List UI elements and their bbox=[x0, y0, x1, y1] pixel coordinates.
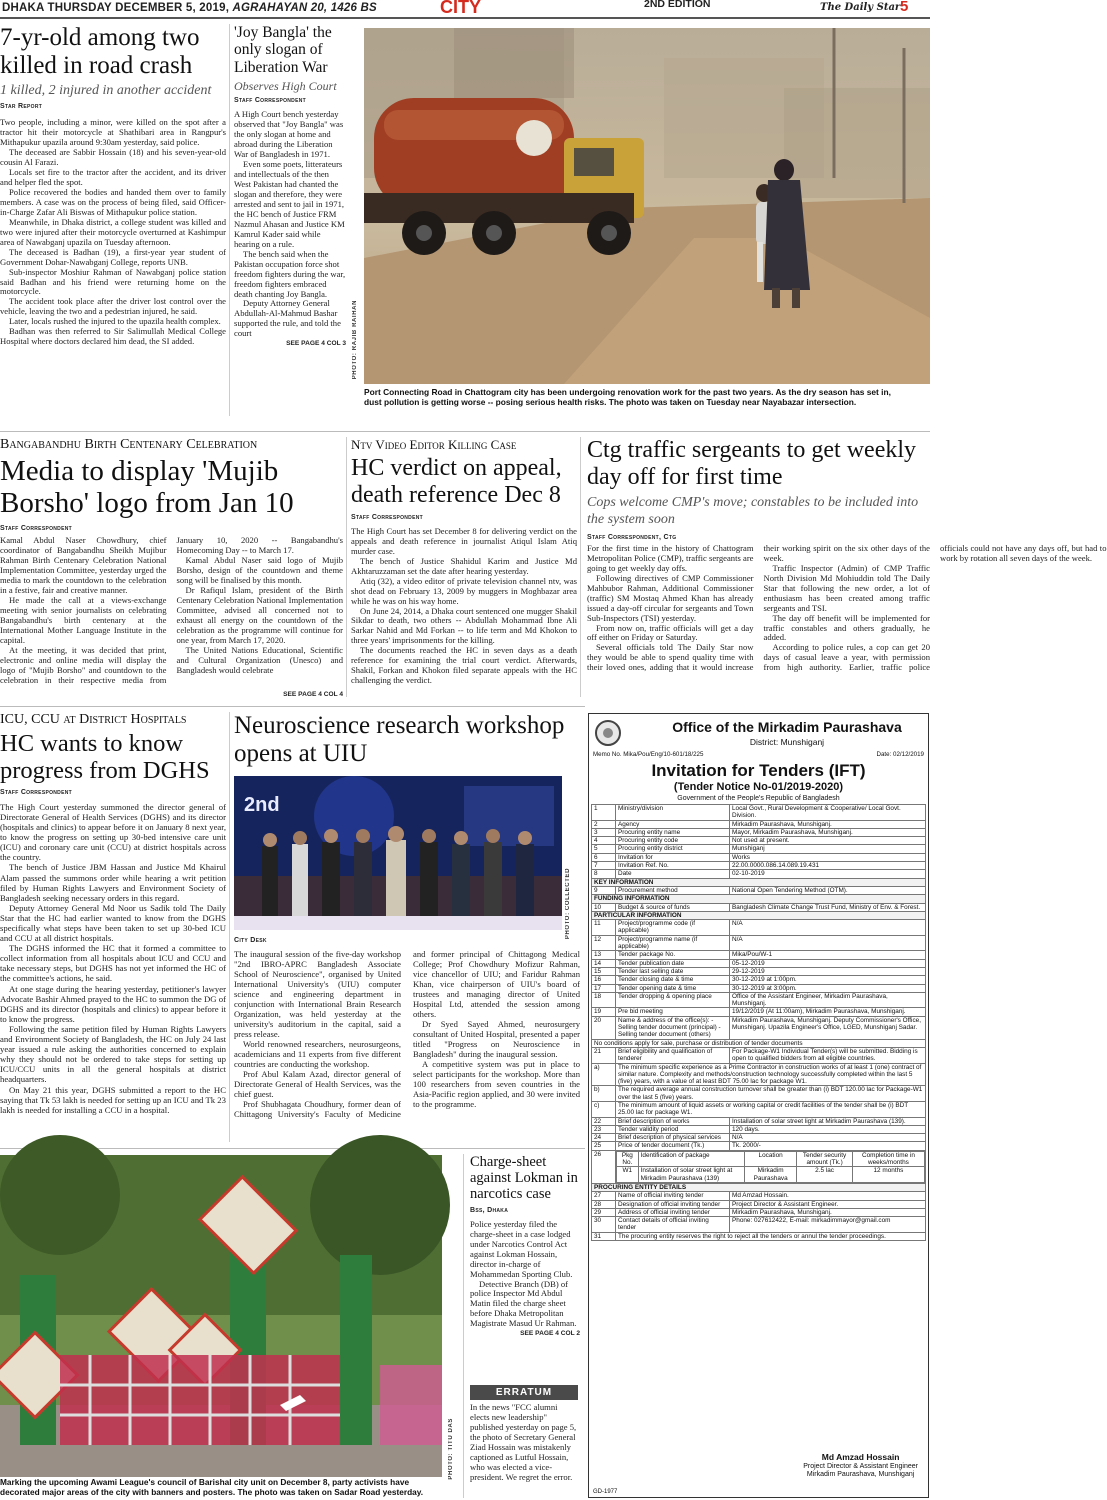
table-row bbox=[592, 1232, 926, 1240]
table-cell: National Open Tendering Method (OTM). bbox=[730, 886, 926, 894]
table-cell: Project/programme code (if applicable) bbox=[616, 920, 730, 936]
table-cell: 10 bbox=[592, 903, 616, 911]
table-cell: 27 bbox=[592, 1192, 616, 1200]
table-row bbox=[592, 935, 926, 951]
byline: City Desk bbox=[234, 937, 267, 944]
table-cell: 18 bbox=[592, 992, 616, 1008]
headline: Charge-sheet against Lokman in narcotics case bbox=[470, 1154, 578, 1203]
table-cell: The minimum amount of liquid assets or working capital or credit facilities of the tender shall be (i) BDT 25.00 lac for package W1. bbox=[616, 1101, 926, 1117]
story-icu-ccu bbox=[0, 712, 226, 1115]
table-row bbox=[592, 1192, 926, 1200]
paragraph: According to police rules, a cop can get 20 days of casual leave a year, with permission from high authority. Earlier, traffic police officials could not have any days off, but had to work by rotation all seven days of the week. bbox=[763, 542, 1107, 673]
paragraph: Deputy Attorney General Abdullah-Al-Mahmud Bashar supported the rule, and told the court bbox=[234, 298, 341, 339]
table-cell: 120 days. bbox=[730, 1125, 926, 1133]
table-cell: Tk. 2000/- bbox=[730, 1142, 926, 1150]
table-cell: a) bbox=[592, 1063, 616, 1086]
table-cell: Address of official inviting tender bbox=[616, 1208, 730, 1216]
table-cell: Mika/Pou/W-1 bbox=[730, 951, 926, 959]
table-cell: 30 bbox=[592, 1217, 616, 1233]
table-cell: Pre bid meeting bbox=[616, 1008, 730, 1016]
table-cell: 9 bbox=[592, 886, 616, 894]
paragraph: Following the same petition filed by Human Rights Lawyers and Environment Society of Bangladesh, the HC on July 24 last year issued a rule asking the authorities concerned to explain why they should not be ordered to take steps for setting up ICU/CCU units in all the general hospitals at district headquarters. bbox=[0, 1023, 226, 1085]
table-cell: Tender last selling date bbox=[616, 967, 730, 975]
article-body bbox=[0, 802, 226, 1115]
erratum-text bbox=[470, 1403, 578, 1483]
headline: HC verdict on appeal, death reference Dec 8 bbox=[351, 455, 562, 508]
package-cell: W1 bbox=[617, 1167, 639, 1183]
table-row bbox=[592, 976, 926, 984]
table-row bbox=[592, 1086, 926, 1102]
table-cell: 22.00.0000.086.14.089.19.431 bbox=[730, 862, 926, 870]
package-cell: Location bbox=[744, 1151, 796, 1167]
signatory-title: Project Director & Assistant Engineer bbox=[803, 1462, 918, 1470]
article-body bbox=[351, 527, 577, 687]
table-cell: 15 bbox=[592, 967, 616, 975]
table-cell: The procuring entity reserves the right to reject all the tenders or annul the tender proceedings. bbox=[616, 1232, 926, 1240]
article-body bbox=[234, 110, 346, 339]
table-cell: PROCURING ENTITY DETAILS bbox=[592, 1183, 926, 1191]
table-cell: 21 bbox=[592, 1047, 616, 1063]
table-row bbox=[592, 805, 926, 821]
dusty-road-image bbox=[364, 28, 930, 384]
column-rule bbox=[580, 437, 581, 697]
table-cell: Not used at present. bbox=[730, 837, 926, 845]
table-cell: 25 bbox=[592, 1142, 616, 1150]
table-cell: 13 bbox=[592, 951, 616, 959]
table-row bbox=[592, 1008, 926, 1016]
paragraph: The High Court has set December 8 for delivering verdict on the appeals and death reference in journalist Atiqul Islam Atiq murder case. bbox=[351, 525, 577, 556]
table-cell: The required average annual construction turnover shall be greater than (i) BDT 120.00 lac for Package-W1 over the last 5 (five) years. bbox=[616, 1086, 926, 1102]
table-row bbox=[592, 992, 926, 1008]
package-cell: Tender security amount (Tk.) bbox=[797, 1151, 853, 1167]
paragraph: The DGHS informed the HC that it formed a committee to collect information from all hospitals about ICU and CCU and take necessary steps, but DGHS has not yet informed the HC of the committee's actions, he said. bbox=[0, 943, 226, 984]
package-row bbox=[617, 1167, 925, 1183]
table-cell: Ministry/division bbox=[616, 805, 730, 821]
table-row bbox=[592, 1125, 926, 1133]
paragraph: Dr Rafiqul Islam, president of the Birth Centenary Celebration National Implementation Committee, advised all concerned not to exhaust all energy on the countdown of the celebration as the programme will continue for one year, from March 17, 2020. bbox=[176, 584, 343, 645]
table-cell: Installation of solar street light at Mirkadim Paurashava (139). bbox=[730, 1117, 926, 1125]
continued-note: SEE PAGE 4 COL 3 bbox=[286, 340, 346, 348]
workshop-stage-image bbox=[234, 776, 562, 930]
tender-date: Date: 02/12/2019 bbox=[876, 751, 924, 758]
table-cell: 16 bbox=[592, 976, 616, 984]
headline: Media to display 'Mujib Borsho' logo from Jan 10 bbox=[0, 455, 294, 520]
table-cell: 29 bbox=[592, 1208, 616, 1216]
table-cell: 2 bbox=[592, 820, 616, 828]
table-cell: Tender package No. bbox=[616, 951, 730, 959]
table-cell: 19 bbox=[592, 1008, 616, 1016]
continued-note: SEE PAGE 4 COL 2 bbox=[520, 1330, 580, 1338]
story-mujib-borsho bbox=[0, 437, 343, 698]
table-row bbox=[592, 1183, 926, 1191]
paragraph: He made the call at a views-exchange meeting with senior journalists on celebrating Bangabandhu's birth centenary at the International Mother Language Institute in the capital. bbox=[0, 594, 167, 645]
table-row bbox=[592, 951, 926, 959]
masthead bbox=[0, 0, 930, 19]
story-neuroscience bbox=[234, 712, 580, 768]
package-cell: 12 months bbox=[852, 1167, 924, 1183]
paragraph: On May 21 this year, DGHS submitted a report to the HC saying that Tk 53 lakh is needed for setting up an ICU and Tk 23 lakh is needed for installing a CCU in a hospital. bbox=[0, 1084, 226, 1115]
table-cell: Tender opening date & time bbox=[616, 984, 730, 992]
paragraph: Locals set fire to the tractor after the accident, and its driver and helper fled the spot. bbox=[0, 166, 226, 187]
column-rule bbox=[229, 712, 230, 1142]
paragraph: Badhan was then referred to Sir Salimullah Medical College Hospital where doctors declared him dead, the SI added. bbox=[0, 326, 226, 347]
tender-title: Invitation for Tenders (IFT) bbox=[651, 761, 866, 780]
table-cell: Procuring entity district bbox=[616, 845, 730, 853]
story-atiq-verdict bbox=[351, 437, 577, 686]
paragraph: The accident took place after the driver lost control over the vehicle, leaving the two and a pedestrian injured, he said. bbox=[0, 296, 226, 317]
table-row bbox=[592, 1063, 926, 1086]
table-row bbox=[592, 959, 926, 967]
byline: Staff Correspondent bbox=[0, 524, 72, 532]
package-cell: 2.5 lac bbox=[797, 1167, 853, 1183]
table-cell: 3 bbox=[592, 828, 616, 836]
table-cell: 28 bbox=[592, 1200, 616, 1208]
byline: Staff Correspondent, Ctg bbox=[587, 533, 677, 541]
article-body bbox=[234, 950, 580, 1150]
table-cell: 14 bbox=[592, 959, 616, 967]
table-cell: No conditions apply for sale, purchase or distribution of tender documents bbox=[592, 1039, 926, 1047]
table-cell: N/A bbox=[730, 1134, 926, 1142]
section-rule bbox=[0, 431, 930, 432]
table-cell: PARTICULAR INFORMATION bbox=[592, 911, 926, 919]
table-row bbox=[592, 920, 926, 936]
kicker: Bangabandhu Birth Centenary Celebration bbox=[0, 437, 258, 452]
tender-memo: Memo No. Mika/Pou/Eng/10-601/18/225 bbox=[593, 751, 704, 758]
table-cell: Project/programme name (if applicable) bbox=[616, 935, 730, 951]
table-row bbox=[592, 967, 926, 975]
paragraph: Atiq (32), a video editor of private television channel ntv, was shot dead on February 13, 2009 by muggers in Moghbazar area while he was on his way home. bbox=[351, 575, 577, 606]
kicker: Ntv Video Editor Killing Case bbox=[351, 437, 517, 452]
table-cell: Bangladesh Climate Change Trust Fund, Ministry of Env. & Forest. bbox=[730, 903, 926, 911]
photo-caption: Port Connecting Road in Chattogram city has been undergoing renovation work for the past two years. As the dry season has set in, dust pollution is getting worse -- posing serious health risks. The photo was taken on Tuesday near Nayabazar intersection. bbox=[364, 387, 891, 408]
table-cell: Invitation for bbox=[616, 853, 730, 861]
paragraph: Traffic Inspector (Admin) of CMP Traffic North Division Md Mohiuddin told The Daily Star that following the new order, a lot of enthusiasm has been created among traffic sergeants and TSI. bbox=[763, 562, 930, 613]
byline: Bss, Dhaka bbox=[470, 1206, 509, 1214]
byline: Staff Correspondent bbox=[234, 97, 306, 105]
dateline: DHAKA THURSDAY DECEMBER 5, 2019, AGRAHAYAN 20, 1426 BS bbox=[2, 2, 377, 14]
article-body bbox=[0, 536, 343, 690]
package-cell: Installation of solar street light at Mirkadim Paurashava (139) bbox=[638, 1167, 744, 1183]
newspaper-logo: The Daily Star bbox=[820, 2, 901, 13]
table-cell: Md Amzad Hossain. bbox=[730, 1192, 926, 1200]
table-cell: 12 bbox=[592, 935, 616, 951]
table-row bbox=[592, 1117, 926, 1125]
deck: Cops welcome CMP's move; constables to be included into the system soon bbox=[587, 494, 919, 528]
table-row bbox=[592, 886, 926, 894]
table-row bbox=[592, 984, 926, 992]
table-row bbox=[592, 828, 926, 836]
table-cell: Procurement method bbox=[616, 886, 730, 894]
headline: HC wants to know progress from DGHS bbox=[0, 730, 210, 785]
paragraph: The High Court yesterday summoned the director general of Directorate General of Health Services (DGHS) and its director (hospitals and clinics) to appear before it on January 8 next year, to know the progress on setting up 30-bed intensive care unit (ICU) and coronary care unit (CCU) at district hospitals across the country. bbox=[0, 801, 226, 863]
byline: Star Report bbox=[0, 103, 43, 110]
table-cell: Phone: 027612422, E-mail: mirkadimmayor@gmail.com bbox=[730, 1217, 926, 1233]
stage-banner-text: 2nd bbox=[244, 794, 280, 816]
table-cell: Name & address of the office(s): -Selling tender document (principal) - Selling tender document (others) bbox=[616, 1016, 730, 1039]
kicker: ICU, CCU at District Hospitals bbox=[0, 712, 187, 727]
table-cell: 02-10-2019 bbox=[730, 870, 926, 878]
table-cell: 11 bbox=[592, 920, 616, 936]
paragraph: Deputy Attorney General Md Noor us Sadik told The Daily Star that the HC had earlier wanted to know from the DGHS specifically what steps have been taken to set up 30-bed ICU and CCU at all district hospitals. bbox=[0, 902, 226, 944]
package-cell: Identification of package bbox=[638, 1151, 744, 1167]
paragraph: Several officials told The Daily Star now they would be able to spend quality time with their loved ones, adding that it would increase their working spirit on the six other days of the week. bbox=[587, 542, 930, 673]
table-cell: FUNDING INFORMATION bbox=[592, 895, 926, 903]
paragraph: The deceased are Sabbir Hossain (18) and his seven-year-old cousin Al Farazi. bbox=[0, 146, 226, 167]
table-cell: 1 bbox=[592, 805, 616, 821]
edition-label: 2ND EDITION bbox=[644, 0, 711, 10]
table-cell: 23 bbox=[592, 1125, 616, 1133]
erratum-label: ERRATUM bbox=[470, 1385, 578, 1400]
table-cell: Tender publication date bbox=[616, 959, 730, 967]
table-cell: Office of the Assistant Engineer, Mirkadim Paurashava, Munshiganj. bbox=[730, 992, 926, 1008]
table-row bbox=[592, 862, 926, 870]
table-row bbox=[592, 895, 926, 903]
table-cell: N/A bbox=[730, 920, 926, 936]
table-cell: Local Govt., Rural Development & Cooperative/ Local Govt. Division. bbox=[730, 805, 926, 821]
column-rule bbox=[346, 437, 347, 697]
paragraph: A High Court bench yesterday observed that "Joy Bangla" was the only slogan at home and abroad during the Liberation War of Bangladesh in 1971. bbox=[234, 109, 344, 159]
tender-district: District: Munshiganj bbox=[749, 737, 825, 747]
table-row bbox=[592, 1142, 926, 1150]
headline: Ctg traffic sergeants to get weekly day off for first time bbox=[587, 437, 917, 490]
table-cell: Budget & source of funds bbox=[616, 903, 730, 911]
table-cell: Tender validity period bbox=[616, 1125, 730, 1133]
table-cell: Date bbox=[616, 870, 730, 878]
table-row bbox=[592, 853, 926, 861]
story-neuroscience-body bbox=[234, 937, 580, 1150]
table-row bbox=[592, 1217, 926, 1233]
table-cell: 8 bbox=[592, 870, 616, 878]
table-cell: The minimum specific experience as a Prime Contractor in construction works of at least 1 (one) contract of similar nature. Complexity and methods/construction technology successfully completed within the last 5 (five) years, with a value of at least BDT 75.00 lac for package W1. bbox=[616, 1063, 926, 1086]
table-row bbox=[592, 903, 926, 911]
table-cell: 6 bbox=[592, 853, 616, 861]
headline: Neuroscience research workshop opens at UIU bbox=[234, 712, 565, 767]
continued-note: SEE PAGE 4 COL 4 bbox=[283, 690, 343, 698]
photo-dusty-road bbox=[364, 28, 930, 384]
table-cell: Brief description of physical services bbox=[616, 1134, 730, 1142]
table-cell: 4 bbox=[592, 837, 616, 845]
tender-government: Government of the People's Republic of Bangladesh bbox=[677, 795, 840, 802]
table-cell: Tender dropping & opening place bbox=[616, 992, 730, 1008]
paragraph: World renowned researchers, neurosurgeons, academicians and 11 experts from five different countries are conducting the workshop. bbox=[234, 1038, 401, 1069]
table-row bbox=[592, 1039, 926, 1047]
paragraph: The bench of Justice JBM Hassan and Justice Md Khairul Alam passed the summons order while hearing a writ petition filed by Human Rights Lawyers and Environment Society of Bangladesh seeking necessary orders in this regard. bbox=[0, 862, 226, 903]
table-cell: Designation of official inviting tender bbox=[616, 1200, 730, 1208]
table-row bbox=[592, 911, 926, 919]
deck: 1 killed, 2 injured in another accident bbox=[0, 83, 212, 98]
paragraph: At one stage during the hearing yesterday, petitioner's lawyer Advocate Bashir Ahmed prayed to the HC to summon the DG of DGHS and its director (hospitals and clinics) to appear before it to know the progress. bbox=[0, 983, 226, 1024]
paragraph: From now on, traffic officials will get a day off either on Friday or Saturday. bbox=[587, 622, 754, 643]
tender-office: Office of the Mirkadim Paurashava bbox=[672, 719, 902, 735]
paragraph: Detective Branch (DB) of police Inspector Md Abdul Matin filed the charge sheet before Dhaka Metropolitan Magistrate Masud Ur Rahman. bbox=[470, 1278, 577, 1329]
table-cell: 30-12-2019 at 3:00pm. bbox=[730, 984, 926, 992]
column-rule bbox=[229, 24, 230, 416]
table-cell: N/A bbox=[730, 935, 926, 951]
paragraph: A competitive system was put in place to select participants for the workshop. More than 100 researchers from seven countries in the Asia-Pacific region applied, and 30 were invited to the programme. bbox=[413, 1058, 580, 1109]
paragraph: Kamal Abdul Naser said logo of Mujib Borsho, design of the countdown and theme song will be finalised by this month. bbox=[176, 554, 343, 585]
paragraph: On June 24, 2014, a Dhaka court sentenced one mugger Shakil Sikdar to death, two others -- Abdullah Mohammad Ibne Ali Sarkar Nahid and Md Forkan -- to life term and Md Khokon to three years' imprisonments for the killing. bbox=[351, 605, 577, 646]
article-body bbox=[0, 118, 226, 347]
story-ctg-traffic bbox=[587, 437, 1107, 687]
photo-credit: PHOTO: RAJIB RAIHAN bbox=[352, 300, 358, 380]
table-row bbox=[592, 878, 926, 886]
table-cell: Mirkadim Paurashava, Munshiganj. Deputy Commissioner's Office, Munshiganj. Upazila Engineer's Office, LGED, Munshiganj Sadar. bbox=[730, 1016, 926, 1039]
paragraph: Prof Abul Kalam Azad, director general of Directorate General of Health Services, was the chief guest. bbox=[234, 1068, 401, 1099]
paragraph: Meanwhile, in Dhaka district, a college student was killed and two were injured after their motorcycle overturned at Kashimpur area of Nawabganj upazila on Tuesday afternoon. bbox=[0, 216, 226, 247]
table-cell: Project Director & Assistant Engineer. bbox=[730, 1200, 926, 1208]
package-cell: Mirkadim Paurashava bbox=[744, 1167, 796, 1183]
paragraph: Police recovered the bodies and handed them over to family members. A case was on the process of being filed, said Officer-in-Charge Zafar Ali Biswas of Mithapukur police station. bbox=[0, 186, 226, 217]
table-cell: 26 bbox=[592, 1150, 616, 1183]
table-row bbox=[592, 1208, 926, 1216]
table-cell: Mayor, Mirkadim Paurashava, Munshiganj. bbox=[730, 828, 926, 836]
story-lokman-chargesheet bbox=[470, 1154, 580, 1337]
table-cell: 17 bbox=[592, 984, 616, 992]
table-row bbox=[592, 837, 926, 845]
table-row bbox=[592, 1016, 926, 1039]
table-cell: For Package-W1 Individual Tender(s) will be submitted. Bidding is open to qualified bidders from all eligible countries. bbox=[730, 1047, 926, 1063]
table-row bbox=[592, 1134, 926, 1142]
paragraph: Following directives of CMP Commissioner Mahbubor Rahman, Additional Commissioner (traffic) SM Mostaq Ahmed Khan has already issued a day-off circular for sergeants and Town Sub-Inspectors (TSI) yesterday. bbox=[587, 572, 754, 623]
paragraph: For the first time in the history of Chattogram Metropolitan Police (CMP), traffic sergeants are going to get weekly day offs. bbox=[587, 542, 754, 573]
byline: Staff Correspondent bbox=[0, 788, 72, 796]
package-table bbox=[616, 1151, 925, 1183]
table-cell: 5 bbox=[592, 845, 616, 853]
tender-notice-number: (Tender Notice No-01/2019-2020) bbox=[673, 781, 844, 793]
photo-barishal-gate bbox=[0, 1155, 442, 1477]
paragraph: Even some poets, litterateurs and intellectuals of the then West Pakistan had chanted the slogan and therefore, they were arrested and sent to jail in 1971, the HC bench of Justice FRM Nazmul Ahasan and Justice KM Kamrul Kader said while hearing on a rule. bbox=[234, 158, 345, 249]
paragraph: Kamal Abdul Naser Chowdhury, chief coordinator of Bangabandhu Sheikh Mujibur Rahman Birth Centenary Celebration National Implementation Committee, yesterday urged the media to mark the countdown to the celebration in a festive, fair and creative manner. bbox=[0, 534, 167, 595]
byline: Staff Correspondent bbox=[351, 513, 423, 521]
paragraph: Dr Syed Sayed Ahmed, neurosurgery consultant of United Hospital, presented a paper titled "Progress on Neuroscience in Bangladesh" during the inaugural session. bbox=[413, 1018, 580, 1059]
paragraph: The documents reached the HC in seven days as a death reference for examining the trial court verdict. Afterwards, Shakil, Forkan and Khokon filed separate appeals with the HC challenging the verdict. bbox=[351, 645, 577, 686]
table-row bbox=[592, 820, 926, 828]
table-cell: Invitation Ref. No. bbox=[616, 862, 730, 870]
table-row bbox=[592, 845, 926, 853]
table-cell: KEY INFORMATION bbox=[592, 878, 926, 886]
table-cell: Brief description of works bbox=[616, 1117, 730, 1125]
package-cell: Completion time in weeks/months bbox=[852, 1151, 924, 1167]
table-row bbox=[592, 1101, 926, 1117]
paragraph: The bench said when the Pakistan occupation force shot freedom fighters during the war, freedom fighters embraced death chanting Joy Bangla. bbox=[234, 248, 346, 299]
photo-credit: PHOTO: COLLECTED bbox=[565, 868, 571, 940]
paragraph: The day off benefit will be implemented for traffic constables and others gradually, he added. bbox=[763, 612, 930, 643]
tender-table bbox=[591, 804, 926, 1241]
table-cell: Price of tender document (Tk.) bbox=[616, 1142, 730, 1150]
tender-notice bbox=[588, 713, 929, 1498]
table-cell: 30-12-2019 at 1:00pm. bbox=[730, 976, 926, 984]
section-rule bbox=[0, 706, 585, 707]
package-row bbox=[617, 1151, 925, 1167]
table-cell: 20 bbox=[592, 1016, 616, 1039]
section-name: CITY bbox=[440, 0, 482, 17]
paragraph: Sub-inspector Moshiur Rahman of Nawabganj police station said Badhan and his friend were returning home on the motorcycle. bbox=[0, 266, 226, 297]
table-row bbox=[592, 1200, 926, 1208]
table-cell: 19/12/2019 (At 11:00am), Mirkadim Paurashava, Munshiganj. bbox=[730, 1008, 926, 1016]
article-body bbox=[587, 542, 1107, 687]
paragraph: The bench of Justice Shahidul Karim and Justice Md Akhtaruzzaman set the date after hearing yesterday. bbox=[351, 555, 577, 576]
headline: 7-yr-old among two killed in road crash bbox=[0, 24, 200, 79]
table-cell: Mirkadim Paurashava, Munshiganj. bbox=[730, 820, 926, 828]
table-cell: Mirkadim Paurashava, Munshiganj. bbox=[730, 1208, 926, 1216]
deck: Observes High Court bbox=[234, 79, 337, 94]
story-joy-bangla bbox=[234, 24, 346, 347]
table-cell: Brief eligibility and qualification of tenderer bbox=[616, 1047, 730, 1063]
gd-number: GD-1977 bbox=[593, 1489, 618, 1495]
table-cell: Procuring entity name bbox=[616, 828, 730, 836]
table-cell bbox=[616, 1150, 926, 1183]
table-row bbox=[592, 1150, 926, 1183]
table-cell: Procuring entity code bbox=[616, 837, 730, 845]
paragraph: Two people, including a minor, were killed on the spot after a tractor hit their motorcycle at Shathibari area in Rangpur's Mithapukur upazila around 9:30am yesterday, said police. bbox=[0, 117, 226, 147]
paragraph: Later, locals rushed the injured to the upazila health complex. bbox=[9, 316, 221, 327]
table-cell: 29-12-2019 bbox=[730, 967, 926, 975]
photo-caption: Marking the upcoming Awami League's council of Barishal city unit on December 8, party activists have decorated major areas of the city with banners and posters. The photo was taken on Sadar Road yesterday. bbox=[0, 1477, 424, 1497]
headline: 'Joy Bangla' the only slogan of Liberation War bbox=[234, 24, 332, 76]
decorated-gate-image bbox=[0, 1155, 442, 1477]
table-cell: Munshiganj bbox=[730, 845, 926, 853]
paragraph: Prof Shubhagata Choudhury, former dean of Chittagong University's Faculty of Medicine and former principal of Chittagong Medical College; Prof Chowdhury Mofizur Rahman, vice chancellor of UIU; and Faridur Rahman Khan, vice chairperson of UIU's board of trustees and managing director of United Hospital Ltd, attended the session among others. bbox=[234, 949, 580, 1119]
column-rule bbox=[463, 1154, 464, 1498]
signatory-name: Md Amzad Hossain bbox=[821, 1451, 900, 1462]
paragraph: Police yesterday filed the charge-sheet in a case lodged under Narcotics Control Act against Lokman Hossain, director in-charge of Mohammedan Sporting Club. bbox=[470, 1218, 573, 1279]
table-row bbox=[592, 870, 926, 878]
table-cell: 22 bbox=[592, 1117, 616, 1125]
paragraph: The United Nations Educational, Scientific and Cultural Organization (Unesco) and Bangladesh would celebrate bbox=[176, 644, 343, 675]
page-number: 5 bbox=[900, 0, 909, 15]
paurashava-seal-icon bbox=[595, 720, 621, 746]
article-body bbox=[470, 1220, 580, 1330]
table-cell: 7 bbox=[592, 862, 616, 870]
erratum-paragraph: In the news "FCC alumni elects new leadership" published yesterday on page 5, the photo of Secretary General Ziad Hossain was mistakenly captioned as Lutful Hossain, who was elected a vice-president. We regret the error. bbox=[470, 1402, 577, 1482]
photo-credit: PHOTO: TITU DAS bbox=[448, 1418, 454, 1480]
photo-workshop bbox=[234, 776, 562, 930]
table-cell: Name of official inviting tender bbox=[616, 1192, 730, 1200]
signatory-office: Mirkadim Paurashava, Munshiganj bbox=[806, 1470, 915, 1478]
paragraph: The deceased is Badhan (19), a first-year year student of Government Dohar-Nawabganj College, reports UNB. bbox=[0, 246, 226, 267]
paragraph: At the meeting, it was decided that print, electronic and online media will display the logo of "Mujib Borsho" and countdown to the celebration in their respective media from January 10, 2020 -- Bangabandhu's Homecoming Day -- to March 17. bbox=[0, 534, 343, 685]
package-cell: Pkg No. bbox=[617, 1151, 639, 1167]
tender-signature bbox=[803, 1453, 918, 1479]
table-cell: Tender closing date & time bbox=[616, 976, 730, 984]
table-row bbox=[592, 1047, 926, 1063]
story-road-crash bbox=[0, 24, 226, 347]
paragraph: The inaugural session of the five-day workshop "2nd IBRO-APRC Bangladesh Associate School of Neuroscience", organised by United International University's (UIU) computer science and engineering department in conjunction with International Brain Research Organization, was held yesterday at the university's auditorium in the capital, said a press release. bbox=[234, 949, 401, 1039]
table-cell: Agency bbox=[616, 820, 730, 828]
table-cell: Contact details of official inviting tender bbox=[616, 1217, 730, 1233]
table-cell: 31 bbox=[592, 1232, 616, 1240]
table-cell: 05-12-2019 bbox=[730, 959, 926, 967]
table-cell: b) bbox=[592, 1086, 616, 1102]
table-cell: 24 bbox=[592, 1134, 616, 1142]
table-cell: c) bbox=[592, 1101, 616, 1117]
table-cell: Works bbox=[730, 853, 926, 861]
